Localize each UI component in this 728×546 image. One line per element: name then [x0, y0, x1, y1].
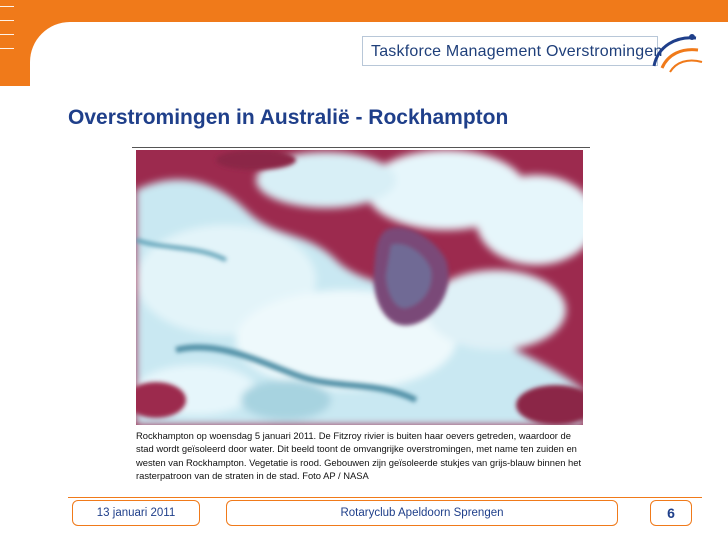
footer-divider	[68, 497, 702, 498]
caption-line: Rockhampton op woensdag 5 januari 2011. De Fitzroy rivier is buiten haar oevers getreden, waardoor de	[136, 430, 571, 441]
side-ticks-decoration	[0, 6, 14, 62]
footer-organization: Rotaryclub Apeldoorn Sprengen	[226, 500, 618, 526]
brand-logo-text: Taskforce Management Overstromingen	[362, 36, 658, 66]
caption-line: westen van Rockhampton. Vegetatie is rood. Gebouwen zijn geïsoleerde stukjes van grijs-blauw binnen het	[136, 456, 582, 468]
caption-line: rasterpatroon van de straten in de stad. Foto AP / NASA	[136, 469, 369, 481]
page-number: 6	[650, 500, 692, 526]
title-divider	[132, 147, 590, 148]
satellite-photo	[136, 150, 583, 425]
footer-date: 13 januari 2011	[72, 500, 200, 526]
slide-title: Overstromingen in Australië - Rockhampton	[68, 106, 509, 129]
caption-line: stad wordt geïsoleerd door water. Dit beeld toont de omvangrijke overstromingen, met name ten zuiden en	[136, 443, 577, 455]
brand-logo-icon	[648, 28, 706, 76]
photo-caption	[136, 429, 588, 482]
